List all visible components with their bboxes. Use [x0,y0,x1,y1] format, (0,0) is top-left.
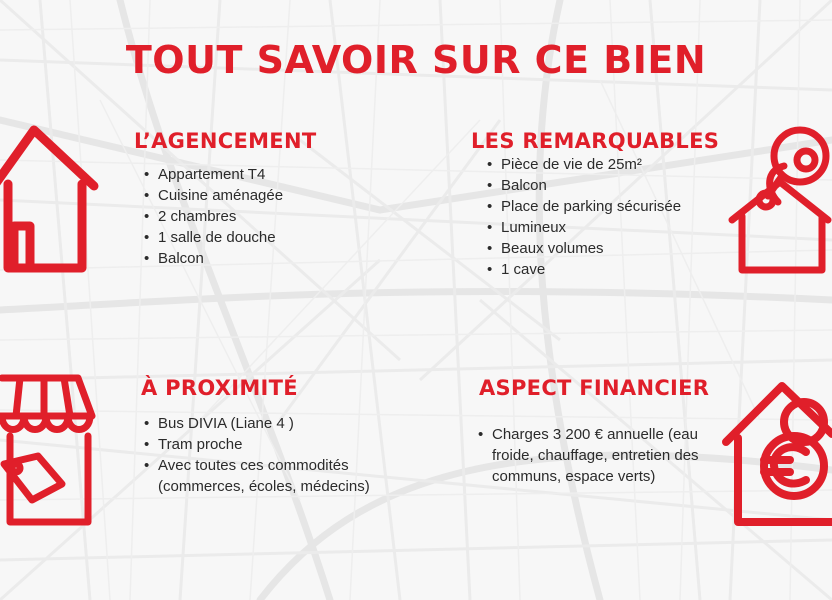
list-item: • Lumineux [485,217,725,238]
house-euro-icon [720,372,832,530]
list-item: • Cuisine aménagée [142,185,402,206]
page-title: TOUT SAVOIR SUR CE BIEN [125,38,707,82]
shop-tag-icon [0,372,102,530]
section-title-agencement: L’AGENCEMENT [134,129,317,153]
proximite-list [142,413,372,497]
list-item: • Balcon [485,175,725,196]
remarquables-list [485,154,725,280]
house-icon [0,122,102,274]
list-item: • Pièce de vie de 25m² [485,154,725,175]
section-title-financier: ASPECT FINANCIER [479,376,710,400]
section-title-remarquables: LES REMARQUABLES [471,129,720,153]
list-item: • Balcon [142,248,402,269]
list-item: • Tram proche [142,434,372,455]
list-item: • Place de parking sécurisée [485,196,725,217]
house-key-icon [726,120,832,276]
financier-list [476,424,714,487]
list-item: • Charges 3 200 € annuelle (eau froide, chauffage, entretien des communs, espace verts) [476,424,714,487]
list-item: • 1 salle de douche [142,227,402,248]
list-item: • Bus DIVIA (Liane 4 ) [142,413,372,434]
list-item: • Beaux volumes [485,238,725,259]
list-item: • 1 cave [485,259,725,280]
agencement-list [142,164,402,269]
section-title-proximite: À PROXIMITÉ [141,376,298,400]
list-item: • Avec toutes ces commodités (commerces, écoles, médecins) [142,455,372,497]
list-item: • Appartement T4 [142,164,402,185]
list-item: • 2 chambres [142,206,402,227]
